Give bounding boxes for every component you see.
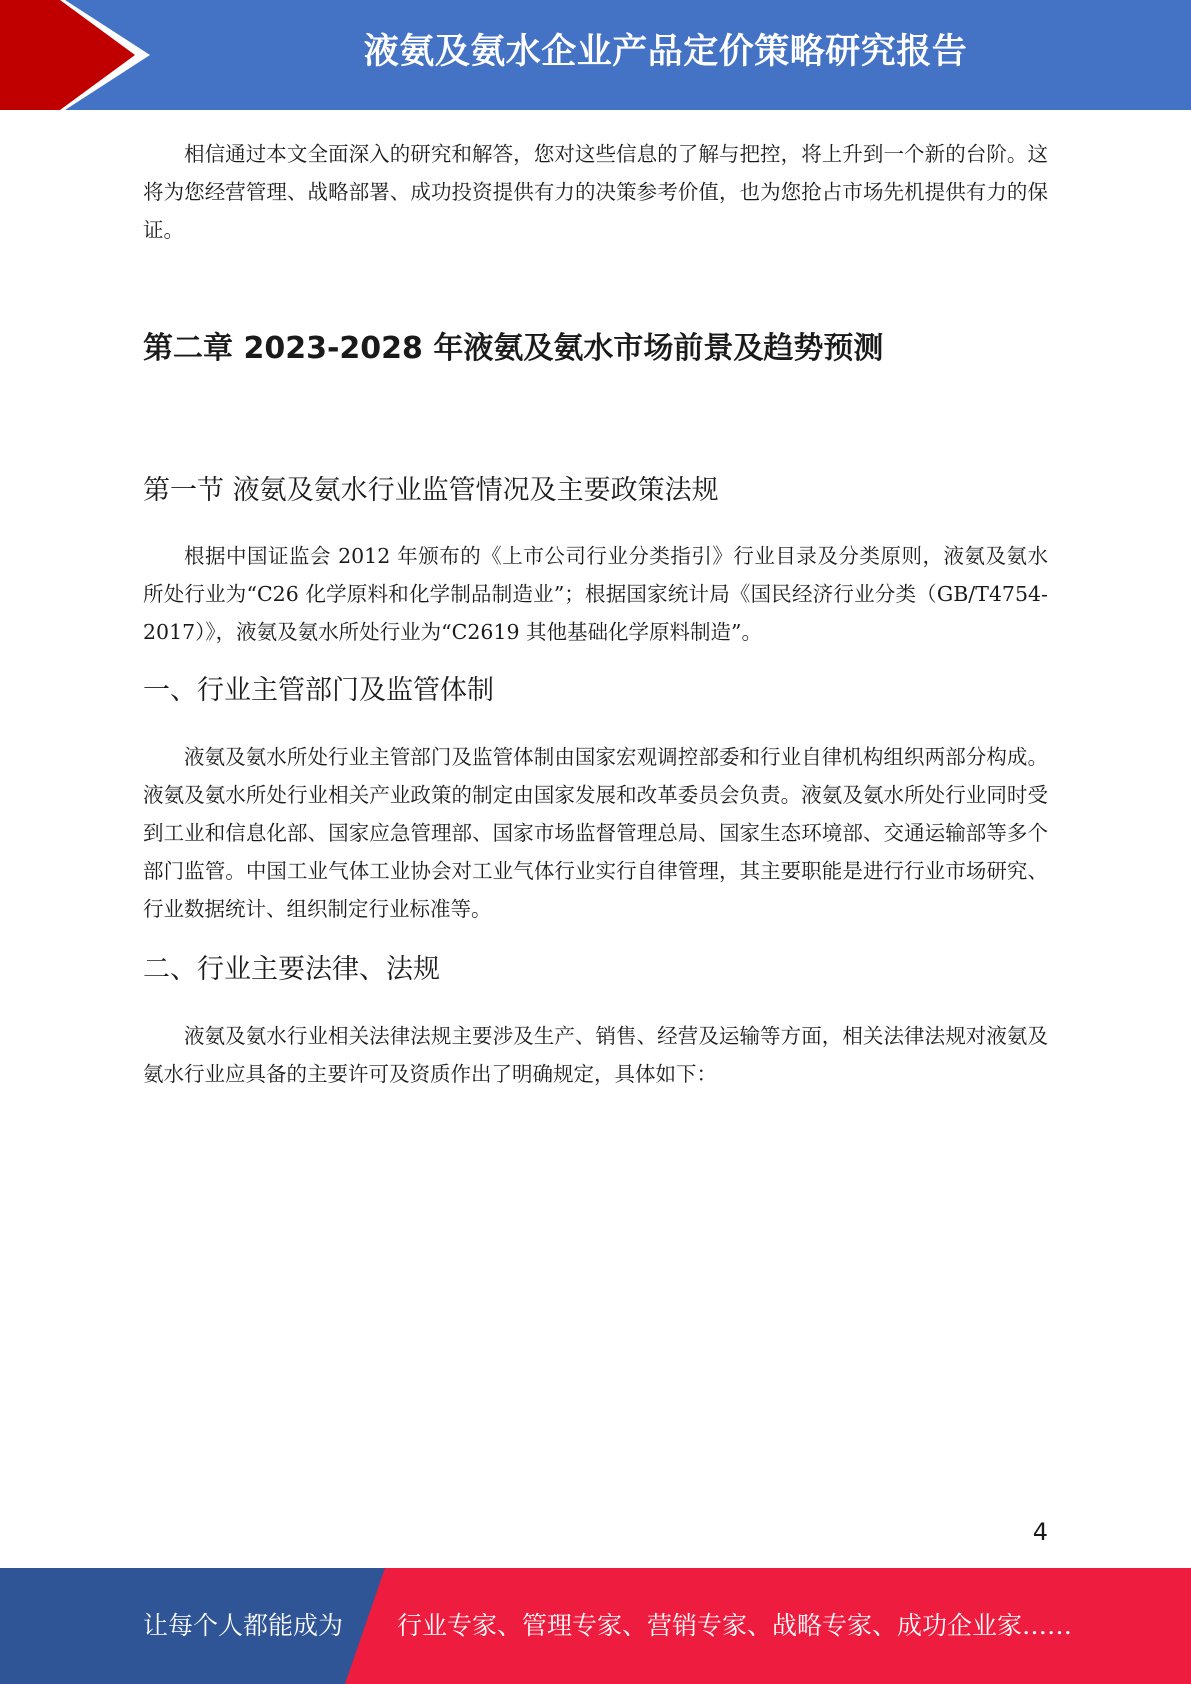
- footer-slogan-left: 让每个人都能成为: [143, 1611, 344, 1640]
- chevron-arrow-icon: [0, 0, 150, 110]
- intro-paragraph: 相信通过本文全面深入的研究和解答，您对这些信息的了解与把控，将上升到一个新的台阶。这将为您经营管理、战略部署、成功投资提供有力的决策参考价值，也为您抢占市场先机提供有力的保证。: [143, 142, 1048, 242]
- section-paragraph: 根据中国证监会 2012 年颁布的《上市公司行业分类指引》行业目录及分类原则，液氨及氨水所处行业为“C26 化学原料和化学制品制造业”；根据国家统计局《国民经济行业分类（GB/T4754-2017）》，液氨及氨水所处行业为“C2619 其他基础化学原料制造”。: [143, 544, 1048, 644]
- header-banner: [0, 0, 1191, 110]
- page-number: 4: [1032, 1518, 1048, 1546]
- subsection-title: 一、行业主管部门及监管体制: [143, 675, 494, 706]
- subsection-paragraph: 液氨及氨水行业相关法律法规主要涉及生产、销售、经营及运输等方面，相关法律法规对液氨及氨水行业应具备的主要许可及资质作出了明确规定，具体如下：: [143, 1024, 1048, 1086]
- chapter-title: 第二章 2023-2028 年液氨及氨水市场前景及趋势预测: [143, 331, 884, 366]
- footer-slogan-right: 行业专家、管理专家、营销专家、战略专家、成功企业家……: [397, 1611, 1073, 1640]
- footer-banner: [0, 1568, 1191, 1684]
- subsection-title: 二、行业主要法律、法规: [143, 954, 440, 985]
- report-title: 液氨及氨水企业产品定价策略研究报告: [363, 32, 968, 72]
- subsection-paragraph: 液氨及氨水所处行业主管部门及监管体制由国家宏观调控部委和行业自律机构组织两部分构成。液氨及氨水所处行业相关产业政策的制定由国家发展和改革委员会负责。液氨及氨水所处行业同时受到工业和信息化部、国家应急管理部、国家市场监督管理总局、国家生态环境部、交通运输部等多个部门监管。中国工业气体工业协会对工业气体行业实行自律管理，其主要职能是进行行业市场研究、行业数据统计、组织制定行业标准等。: [143, 745, 1048, 921]
- section-title: 第一节 液氨及氨水行业监管情况及主要政策法规: [143, 475, 719, 506]
